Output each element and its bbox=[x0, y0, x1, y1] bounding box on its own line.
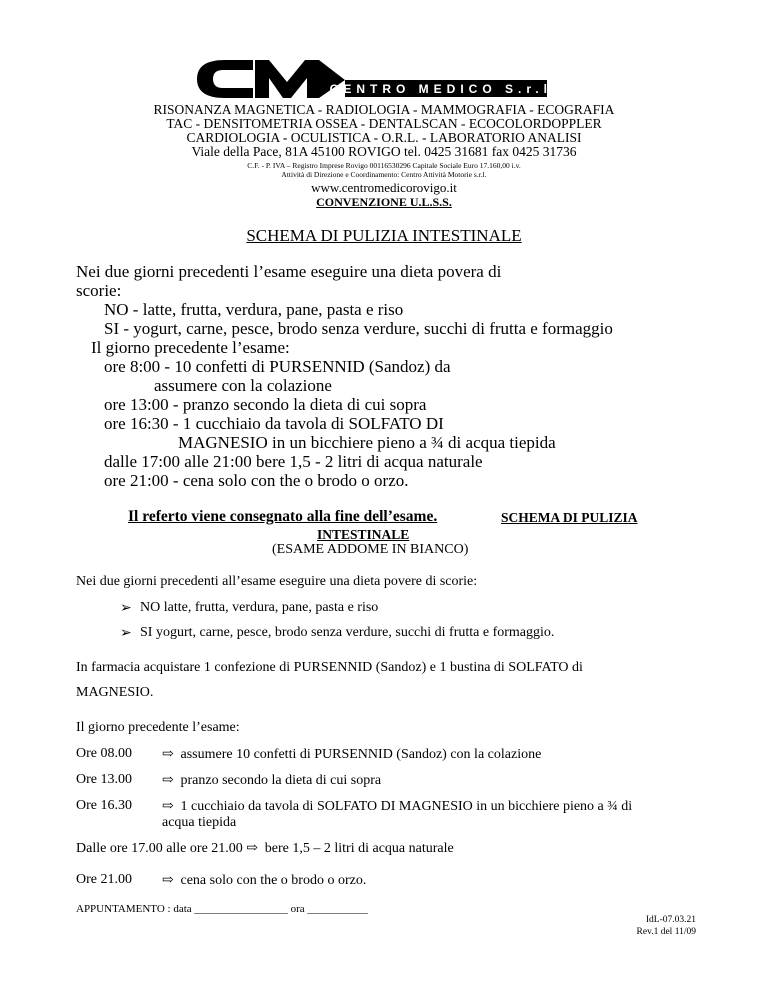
section1-title: SCHEMA DI PULIZIA INTESTINALE bbox=[246, 226, 522, 245]
bullet-si-foods: SI yogurt, carne, pesce, brodo senza verdure, succhi di frutta e formaggio. bbox=[140, 625, 555, 640]
section1-step-5: ore 21:00 - cena solo con the o brodo o orzo. bbox=[104, 471, 409, 490]
section1-step-2: ore 13:00 - pranzo secondo la dieta di cui sopra bbox=[104, 395, 427, 414]
pharmacy-line-2: MAGNESIO. bbox=[76, 685, 154, 700]
arrow-right-icon: ⇨ bbox=[246, 841, 259, 856]
arrow-right-icon: ⇨ bbox=[162, 773, 174, 788]
schedule-item bbox=[162, 872, 366, 889]
logo-graphic bbox=[195, 58, 547, 100]
document-code: IdL-07.03.21 bbox=[645, 915, 696, 925]
water-time: Dalle ore 17.00 alle ore 21.00 bbox=[76, 841, 243, 856]
section2-subtitle: (ESAME ADDOME IN BIANCO) bbox=[272, 542, 469, 557]
schedule-item bbox=[162, 772, 381, 789]
schedule-time: Ore 21.00 bbox=[76, 872, 132, 887]
convention-label: CONVENZIONE U.L.S.S. bbox=[316, 195, 452, 209]
schedule-time: Ore 08.00 bbox=[76, 746, 132, 761]
company-logo bbox=[195, 58, 547, 100]
section2-day-before: Il giorno precedente l’esame: bbox=[76, 720, 240, 735]
water-instruction bbox=[76, 840, 454, 857]
schedule-text: assumere 10 confetti di PURSENNID (Sandoz) con la colazione bbox=[180, 747, 542, 762]
legal-info-2: Attività di Direzione e Coordinamento: Centro Attività Motorie s.r.l. bbox=[281, 170, 487, 179]
pharmacy-line-1: In farmacia acquistare 1 confezione di PURSENNID (Sandoz) e 1 bustina di SOLFATO di bbox=[76, 660, 583, 675]
section1-step-1a: ore 8:00 - 10 confetti di PURSENNID (Sandoz) da bbox=[104, 357, 451, 376]
section1-day-before: Il giorno precedente l’esame: bbox=[91, 338, 290, 357]
legal-info-1: C.F. - P. IVA – Registro Imprese Rovigo 00116530296 Capitale Sociale Euro 17.160,00 i.v. bbox=[247, 161, 521, 170]
schedule-text-cont: acqua tiepida bbox=[162, 815, 237, 830]
bullet-no-foods: NO latte, frutta, verdura, pane, pasta e riso bbox=[140, 600, 379, 615]
schedule-text: cena solo con the o brodo o orzo. bbox=[180, 873, 367, 888]
website-link[interactable]: www.centromedicorovigo.it bbox=[311, 180, 457, 195]
logo-text: CENTRO MEDICO S.r.l. bbox=[329, 82, 547, 96]
appointment-field[interactable]: APPUNTAMENTO : data _________________ ora ___________ bbox=[76, 903, 368, 915]
services-line-2: TAC - DENSITOMETRIA OSSEA - DENTALSCAN - ECOCOLORDOPPLER bbox=[166, 116, 602, 131]
arrow-right-icon: ⇨ bbox=[162, 799, 174, 814]
schedule-item bbox=[162, 746, 541, 763]
arrow-right-icon: ⇨ bbox=[162, 747, 174, 762]
section1-si-foods: SI - yogurt, carne, pesce, brodo senza verdure, succhi di frutta e formaggio bbox=[104, 319, 613, 338]
section1-intro-1: Nei due giorni precedenti l’esame eseguire una dieta povera di bbox=[76, 262, 502, 281]
section2-title-a: SCHEMA DI PULIZIA bbox=[501, 510, 638, 525]
schedule-text: 1 cucchiaio da tavola di SOLFATO DI MAGNESIO in un bicchiere pieno a ¾ di bbox=[180, 799, 633, 814]
section1-intro-2: scorie: bbox=[76, 281, 122, 300]
section2-intro: Nei due giorni precedenti all’esame eseguire una dieta povere di scorie: bbox=[76, 574, 478, 589]
services-line-3: CARDIOLOGIA - OCULISTICA - O.R.L. - LABORATORIO ANALISI bbox=[186, 130, 582, 145]
schedule-time: Ore 16.30 bbox=[76, 798, 132, 813]
company-address: Viale della Pace, 81A 45100 ROVIGO tel. 0425 31681 fax 0425 31736 bbox=[191, 144, 577, 159]
document-revision: Rev.1 del 11/09 bbox=[636, 927, 696, 937]
section1-step-3b: MAGNESIO in un bicchiere pieno a ¾ di acqua tiepida bbox=[178, 433, 556, 452]
referto-note: Il referto viene consegnato alla fine dell’esame. bbox=[128, 508, 438, 525]
schedule-text: pranzo secondo la dieta di cui sopra bbox=[180, 773, 382, 788]
section1-step-3a: ore 16:30 - 1 cucchiaio da tavola di SOLFATO DI bbox=[104, 414, 444, 433]
water-text: bere 1,5 – 2 litri di acqua naturale bbox=[264, 841, 454, 856]
bullet-marker: ➢ bbox=[120, 601, 132, 616]
section1-step-1b: assumere con la colazione bbox=[154, 376, 332, 395]
section1-step-4: dalle 17:00 alle 21:00 bere 1,5 - 2 litri di acqua naturale bbox=[104, 452, 483, 471]
services-line-1: RISONANZA MAGNETICA - RADIOLOGIA - MAMMOGRAFIA - ECOGRAFIA bbox=[153, 102, 615, 117]
schedule-time: Ore 13.00 bbox=[76, 772, 132, 787]
section2-title-b: INTESTINALE bbox=[317, 527, 410, 542]
arrow-right-icon: ⇨ bbox=[162, 873, 174, 888]
bullet-marker: ➢ bbox=[120, 626, 132, 641]
schedule-item bbox=[162, 798, 632, 815]
section1-no-foods: NO - latte, frutta, verdura, pane, pasta e riso bbox=[104, 300, 404, 319]
